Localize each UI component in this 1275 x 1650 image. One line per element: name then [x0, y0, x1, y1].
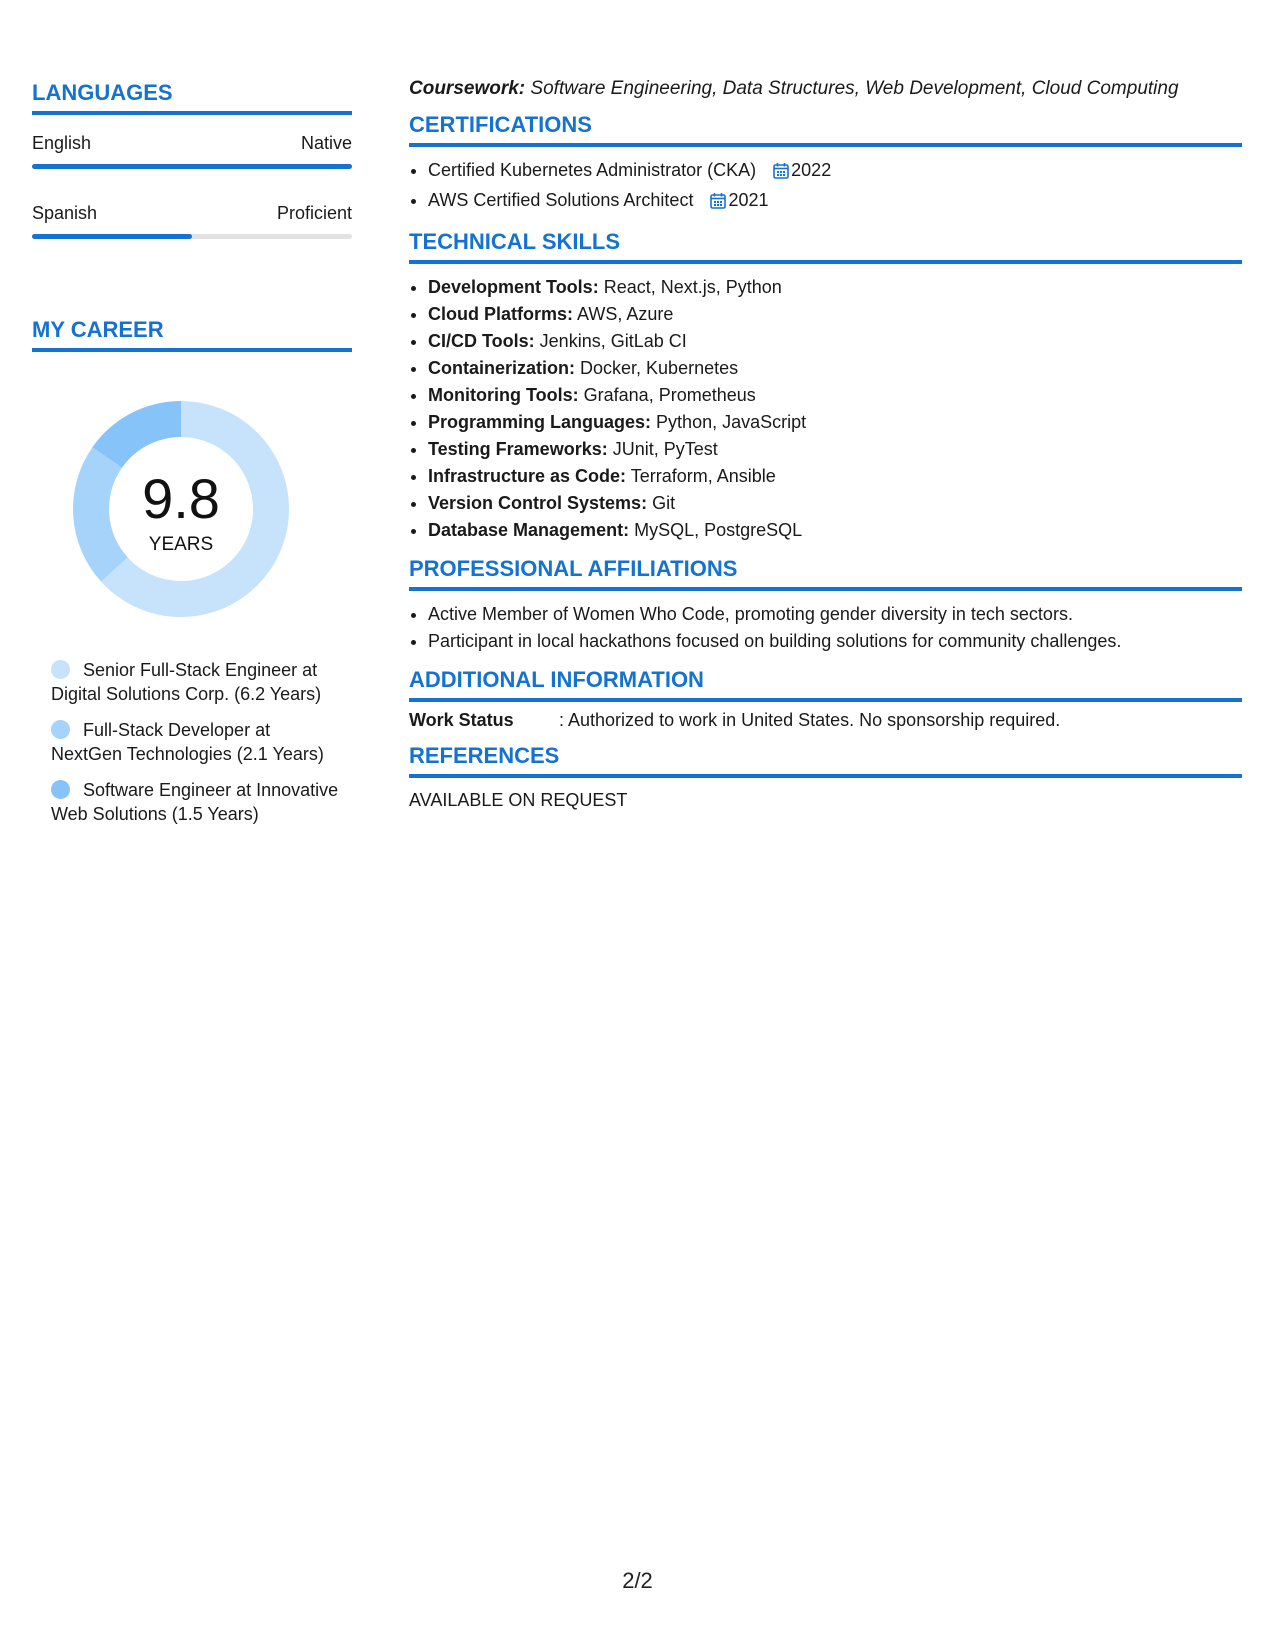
certification-year: 2022 [791, 160, 832, 180]
skill-value: React, Next.js, Python [603, 277, 782, 297]
skill-item [428, 301, 1242, 328]
skill-value: AWS, Azure [577, 304, 674, 324]
work-status-label: Work Status [409, 710, 514, 730]
career-role-text: Software Engineer at Innovative Web Solutions (1.5 Years) [51, 780, 339, 824]
language-name: Spanish [32, 203, 98, 223]
language-level: Proficient [276, 203, 352, 223]
affiliations-list [409, 601, 1242, 655]
language-item [32, 203, 352, 239]
languages-heading: LANGUAGES [32, 80, 352, 115]
affiliation-item: • Participant in local hackathons focused on building solutions for community challenges. [428, 628, 1242, 655]
career-role [51, 658, 341, 706]
skill-item [428, 436, 1242, 463]
skill-item [428, 517, 1242, 544]
skill-value: Jenkins, GitLab CI [539, 331, 687, 351]
coursework-line [409, 78, 1242, 100]
affiliation-item: • Active Member of Women Who Code, promoting gender diversity in tech sectors. [428, 601, 1242, 628]
skill-value: Docker, Kubernetes [580, 358, 739, 378]
certifications-list [409, 157, 1242, 217]
skill-item [428, 490, 1242, 517]
skill-label: Programming Languages: [428, 412, 652, 432]
calendar-icon [773, 160, 789, 187]
right-column [409, 78, 1242, 811]
coursework-text: Software Engineering, Data Structures, Web Development, Cloud Computing [530, 78, 1179, 99]
career-total-unit: YEARS [148, 534, 214, 555]
skill-label: Containerization: [428, 358, 575, 378]
technical-skills-heading: TECHNICAL SKILLS [409, 229, 1242, 264]
certification-item [428, 187, 1242, 217]
career-roles-list [32, 658, 341, 826]
skill-item [428, 355, 1242, 382]
legend-dot [51, 660, 70, 679]
calendar-icon [710, 190, 726, 217]
skill-value: MySQL, PostgreSQL [634, 520, 803, 540]
skill-value: Git [652, 493, 676, 513]
skill-label: Infrastructure as Code: [428, 466, 627, 486]
technical-skills-list [409, 274, 1242, 544]
career-role-text: Full-Stack Developer at NextGen Technologies (2.1 Years) [51, 720, 324, 764]
skill-label: Development Tools: [428, 277, 599, 297]
skill-value: Grafana, Prometheus [583, 385, 756, 405]
skill-item [428, 463, 1242, 490]
skill-item [428, 409, 1242, 436]
skill-item [428, 328, 1242, 355]
language-name: English [32, 133, 92, 153]
language-level-bar [32, 234, 352, 239]
skill-value: JUnit, PyTest [612, 439, 718, 459]
language-level-bar [32, 164, 352, 169]
coursework-label: Coursework: [409, 78, 526, 99]
career-heading: MY CAREER [32, 317, 352, 352]
career-total-years: 9.8 [142, 467, 220, 530]
career-donut-chart [66, 394, 296, 624]
skill-item [428, 274, 1242, 301]
certifications-heading: CERTIFICATIONS [409, 112, 1242, 147]
skill-label: Testing Frameworks: [428, 439, 608, 459]
skill-label: CI/CD Tools: [428, 331, 535, 351]
legend-dot [51, 780, 70, 799]
certification-name: AWS Certified Solutions Architect [428, 190, 694, 210]
additional-info-heading: ADDITIONAL INFORMATION [409, 667, 1242, 702]
skill-label: Monitoring Tools: [428, 385, 579, 405]
legend-dot [51, 720, 70, 739]
references-heading: REFERENCES [409, 743, 1242, 778]
language-level-fill [32, 164, 352, 169]
language-item [32, 133, 352, 169]
career-role-text: Senior Full-Stack Engineer at Digital Solutions Corp. (6.2 Years) [51, 660, 322, 704]
work-status-value: : Authorized to work in United States. No sponsorship required. [559, 710, 1061, 730]
certification-name: Certified Kubernetes Administrator (CKA) [428, 160, 757, 180]
career-role [51, 718, 341, 766]
skill-item [428, 382, 1242, 409]
skill-label: Cloud Platforms: [428, 304, 574, 324]
language-level-fill [32, 234, 192, 239]
skill-value: Python, JavaScript [656, 412, 807, 432]
left-column [32, 80, 352, 838]
certification-item [428, 157, 1242, 187]
references-text: AVAILABLE ON REQUEST [409, 790, 628, 810]
skill-label: Database Management: [428, 520, 630, 540]
language-level: Native [300, 133, 352, 153]
career-role [51, 778, 341, 826]
skill-label: Version Control Systems: [428, 493, 648, 513]
skill-value: Terraform, Ansible [630, 466, 776, 486]
page-number: 2/2 [622, 1568, 653, 1593]
certification-year: 2021 [728, 190, 769, 210]
affiliations-heading: PROFESSIONAL AFFILIATIONS [409, 556, 1242, 591]
work-status-row [409, 710, 1242, 731]
